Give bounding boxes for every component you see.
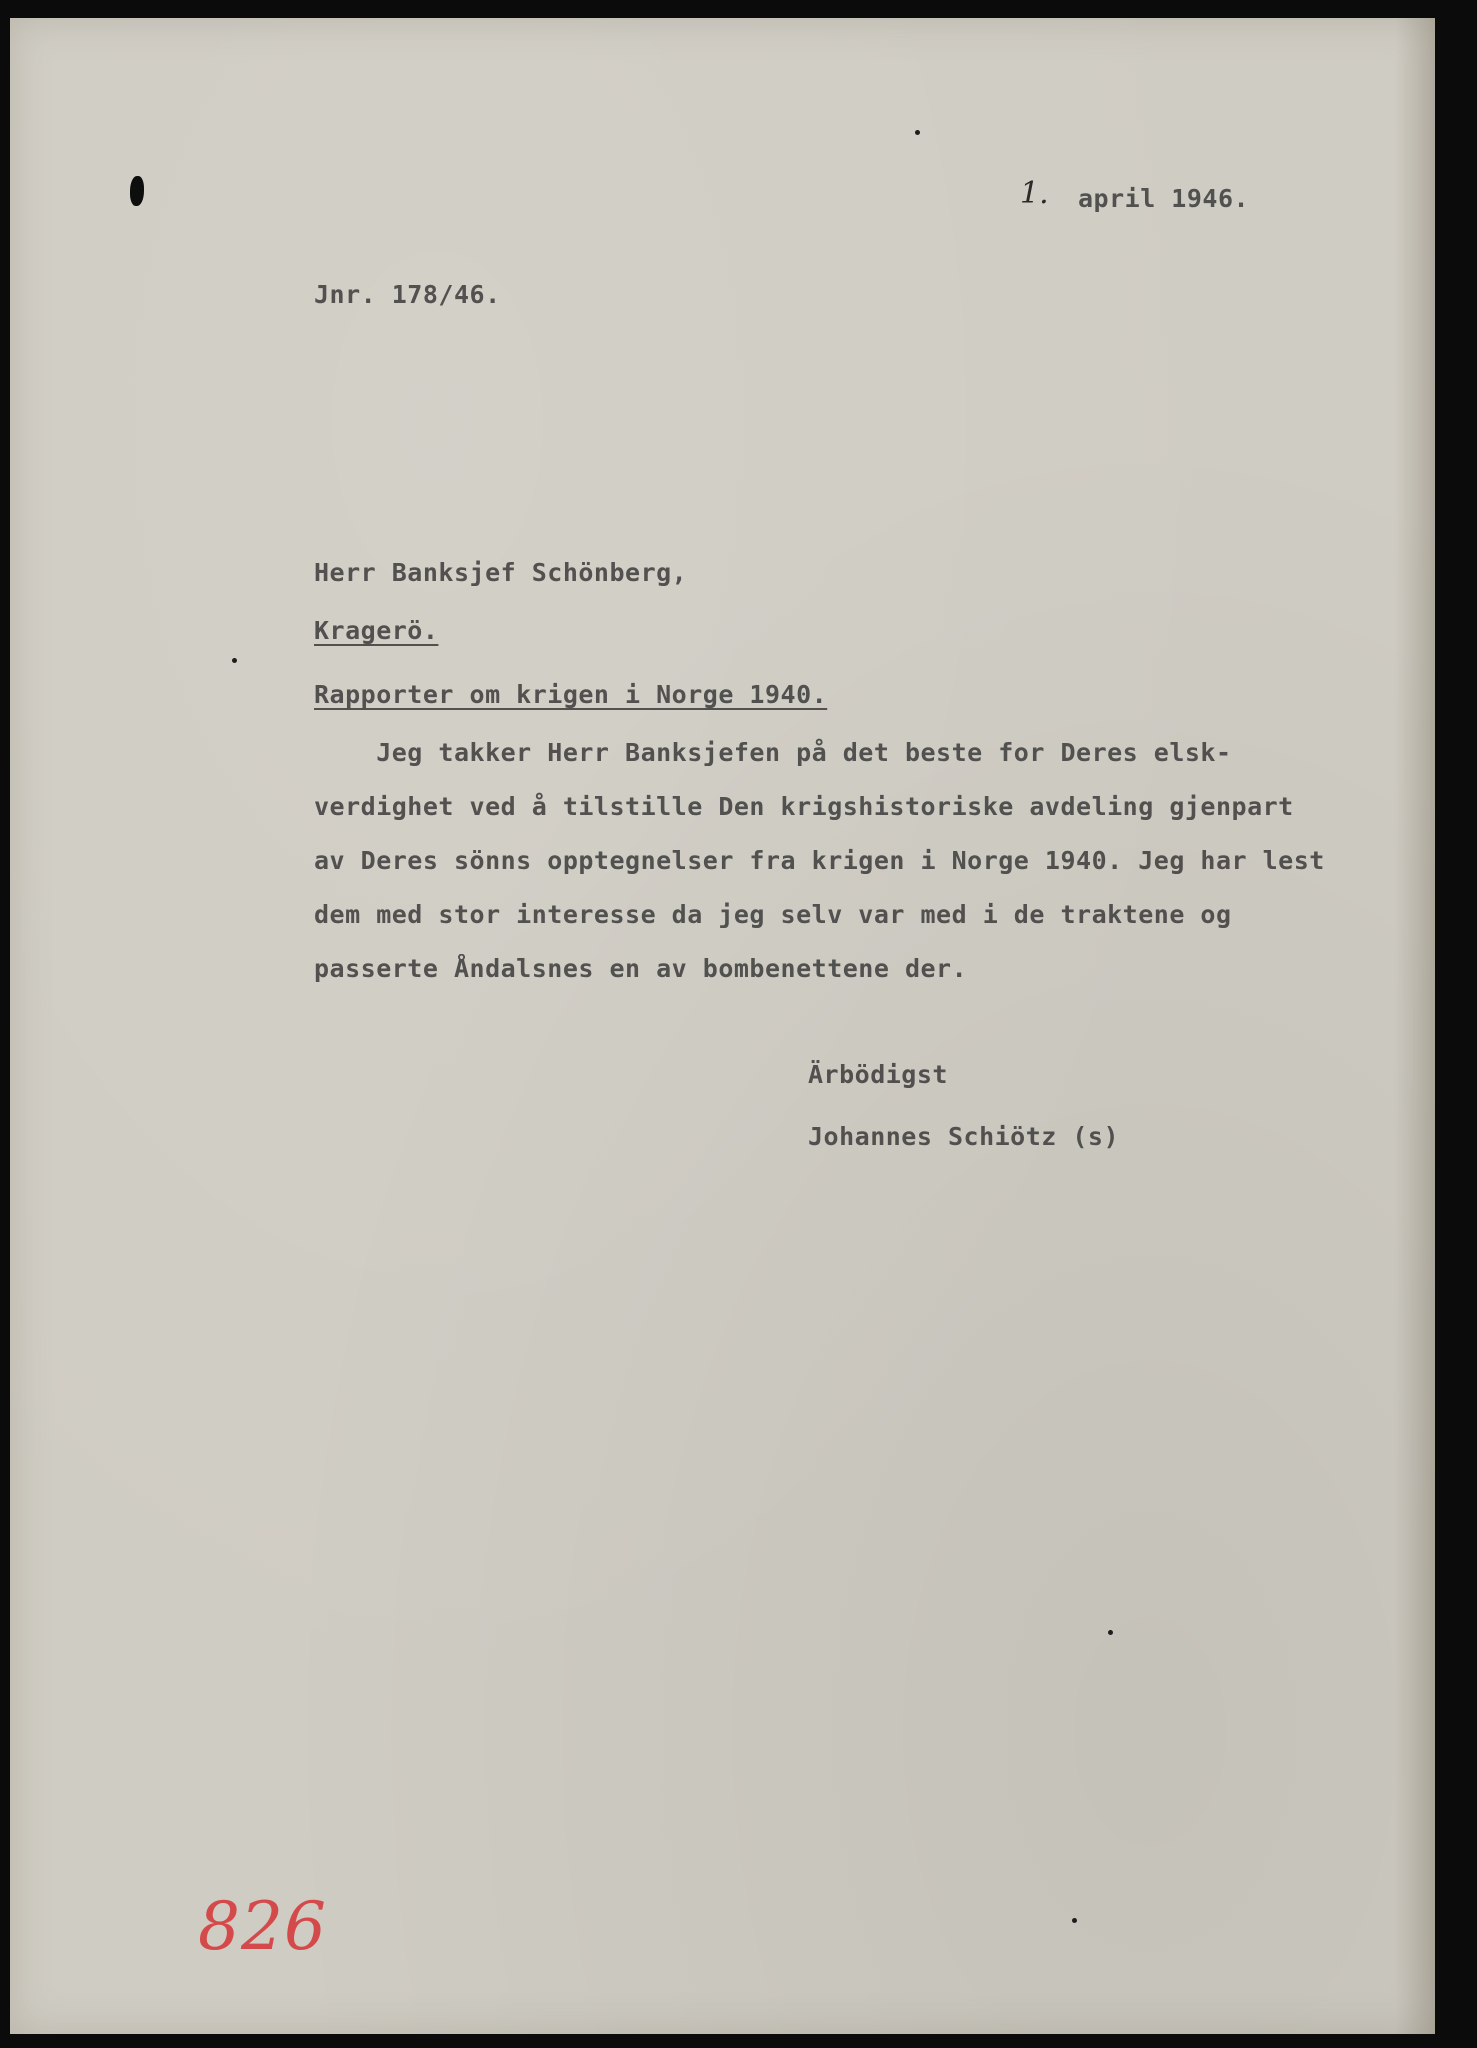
journal-number: Jnr. 178/46.	[314, 280, 501, 309]
paper-edge-shadow	[1395, 18, 1435, 2034]
punch-hole-mark	[130, 176, 144, 206]
recipient-name: Herr Banksjef Schönberg,	[314, 558, 688, 587]
date-text: april 1946.	[1078, 184, 1250, 213]
body-line: passerte Åndalsnes en av bombenettene der.	[314, 954, 968, 983]
body-line: Jeg takker Herr Banksjefen på det beste for Deres elsk-	[314, 738, 1232, 767]
recipient-place: Kragerö.	[314, 616, 439, 645]
ink-speck	[232, 658, 237, 663]
body-line: av Deres sönns opptegnelser fra krigen i Norge 1940. Jeg har lest	[314, 846, 1325, 875]
letter-page	[10, 18, 1435, 2034]
ink-speck	[1108, 1630, 1113, 1635]
body-line: verdighet ved å tilstille Den krigshistoriske avdeling gjenpart	[314, 792, 1294, 821]
closing: Ärbödigst	[808, 1060, 948, 1089]
body-line: dem med stor interesse da jeg selv var med i de traktene og	[314, 900, 1232, 929]
archive-page-number: 826	[198, 1888, 327, 1965]
ink-speck	[915, 130, 920, 135]
subject-line: Rapporter om krigen i Norge 1940.	[314, 680, 828, 709]
ink-speck	[1072, 1918, 1077, 1923]
signature: Johannes Schiötz (s)	[808, 1122, 1120, 1151]
date-day: 1.	[1020, 176, 1049, 211]
